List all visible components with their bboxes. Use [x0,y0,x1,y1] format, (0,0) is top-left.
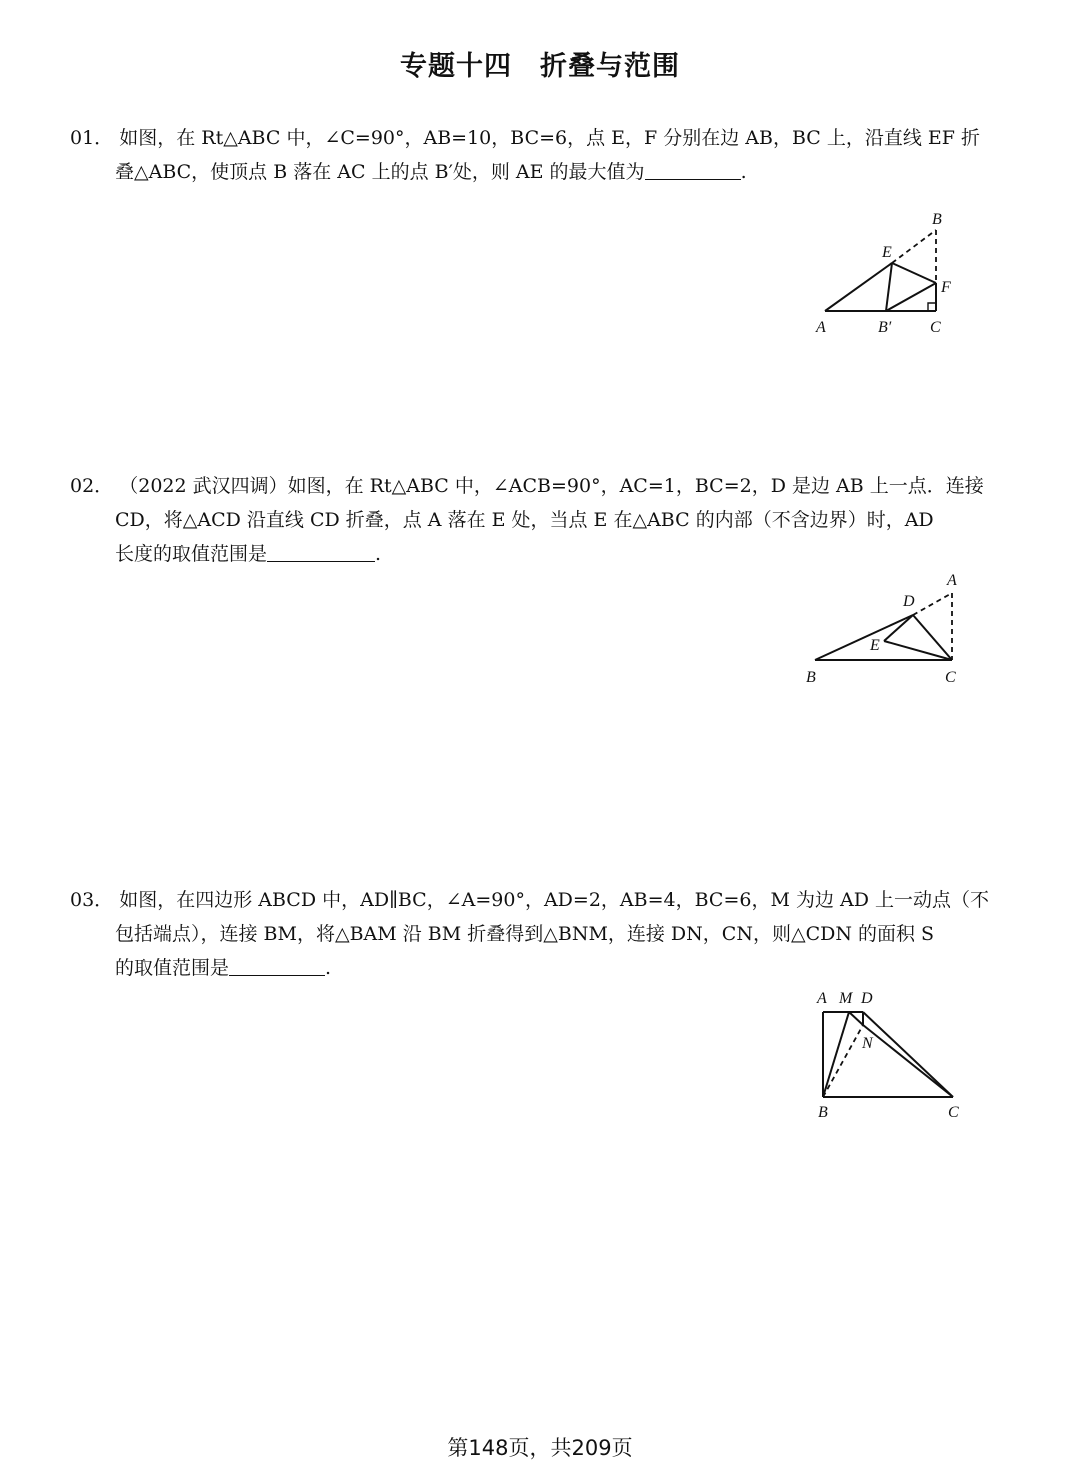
label-D: D [903,593,915,610]
problem-01-line2 [70,155,1030,189]
problem-text: （2022 武汉四调）如图，在 Rt△ABC 中，∠ACB=90°，AC=1，BC=2，D 是边 AB 上一点．连接 [119,475,984,497]
problem-03 [70,883,1030,985]
page-footer: 第148页，共209页 [447,1436,633,1460]
label-A: A [817,990,827,1007]
answer-blank[interactable] [229,953,325,976]
problem-number: 02． [70,475,114,497]
figure-02 [795,565,975,690]
problem-number: 03． [70,889,114,911]
problem-text: 的取值范围是 [115,957,230,979]
label-B: B [818,1104,828,1121]
label-E: E [882,244,892,261]
problem-number: 01． [70,127,114,149]
label-B: B [932,211,942,228]
label-N: N [862,1035,873,1052]
problem-02 [70,469,1030,571]
problem-text: 如图，在 Rt△ABC 中，∠C=90°，AB=10，BC=6，点 E，F 分别在边 AB，BC 上，沿直线 EF 折 [119,127,981,149]
problem-text: CD，将△ACD 沿直线 CD 折叠，点 A 落在 E 处，当点 E 在△ABC 的内部（不含边界）时，AD [115,509,934,531]
label-D: D [861,990,873,1007]
label-E: E [870,637,880,654]
label-C: C [948,1104,959,1121]
problem-01-line1 [70,121,1030,155]
page-title: 专题十四 折叠与范围 [400,51,680,82]
problem-text: 叠△ABC，使顶点 B 落在 AC 上的点 B′处，则 AE 的最大值为 [115,161,645,183]
period: . [740,161,747,183]
problem-02-line1 [70,469,1030,503]
label-C: C [945,669,956,686]
problem-text: 包括端点），连接 BM，将△BAM 沿 BM 折叠得到△BNM，连接 DN，CN，则△CDN 的面积 S [115,923,935,945]
period: . [325,957,332,979]
problem-03-line2 [70,917,1030,951]
label-A: A [947,572,957,589]
period: . [375,543,382,565]
figure-01 [810,205,970,340]
problem-01 [70,121,1030,189]
problem-03-line3 [70,951,1030,985]
problem-text: 长度的取值范围是 [115,543,268,565]
figure-03 [805,985,975,1125]
label-B: B [806,669,816,686]
problem-02-line2 [70,503,1030,537]
label-C: C [930,319,941,336]
label-F: F [941,279,951,296]
label-B-prime: B′ [878,319,892,336]
problem-03-line1 [70,883,1030,917]
label-M: M [839,990,853,1007]
answer-blank[interactable] [267,539,375,562]
answer-blank[interactable] [645,157,741,180]
problem-text: 如图，在四边形 ABCD 中，AD∥BC，∠A=90°，AD=2，AB=4，BC=6，M 为边 AD 上一动点（不 [119,889,989,911]
label-A: A [816,319,826,336]
